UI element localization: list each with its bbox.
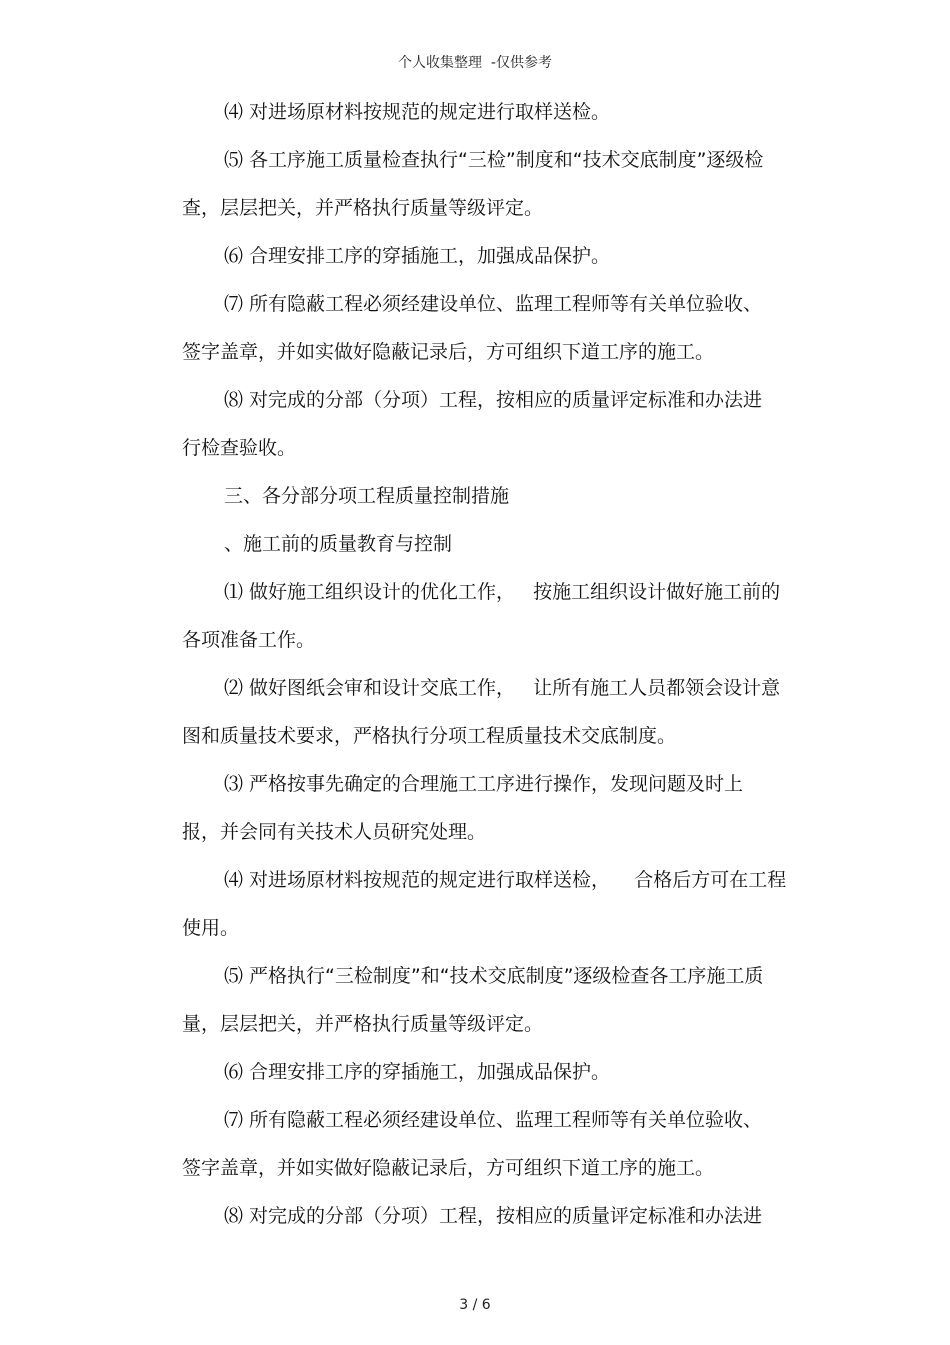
paragraph-line: 报，并会同有关技术人员研究处理。 <box>182 821 487 843</box>
paragraph-line: ⑸ 各工序施工质量检查执行“三检”制度和“技术交底制度”逐级检 <box>224 149 764 171</box>
paragraph-line: 图和质量技术要求，严格执行分项工程质量技术交底制度。 <box>182 725 677 747</box>
paragraph-line: 使用。 <box>182 917 240 939</box>
paragraph-line: 签字盖章，并如实做好隐蔽记录后，方可组织下道工序的施工。 <box>182 341 715 363</box>
paragraph-line: 量，层层把关，并严格执行质量等级评定。 <box>182 1013 544 1035</box>
document-body <box>182 88 872 1240</box>
paragraph-line: ⑸ 严格执行“三检制度”和“技术交底制度”逐级检查各工序施工质 <box>224 965 764 987</box>
paragraph-line: ⑶ 严格按事先确定的合理施工工序进行操作，发现问题及时上 <box>224 773 744 795</box>
page-header: 个人收集整理 -仅供参考 <box>398 55 552 71</box>
subsection-heading: 、施工前的质量教育与控制 <box>224 533 453 555</box>
paragraph-line: 各项准备工作。 <box>182 629 316 651</box>
paragraph-line: ⑺ 所有隐蔽工程必须经建设单位、监理工程师等有关单位验收、 <box>224 1109 763 1131</box>
paragraph-line: 签字盖章，并如实做好隐蔽记录后，方可组织下道工序的施工。 <box>182 1157 715 1179</box>
paragraph-line: ⑹ 合理安排工序的穿插施工，加强成品保护。 <box>224 1061 611 1083</box>
page-number: 3 / 6 <box>459 1297 491 1313</box>
section-heading: 三、各分部分项工程质量控制措施 <box>224 485 510 507</box>
paragraph-line: ⑴ 做好施工组织设计的优化工作， 按施工组织设计做好施工前的 <box>224 581 781 603</box>
paragraph-line: ⑻ 对完成的分部（分项）工程，按相应的质量评定标准和办法进 <box>224 1205 763 1227</box>
paragraph-line: ⑻ 对完成的分部（分项）工程，按相应的质量评定标准和办法进 <box>224 389 763 411</box>
paragraph-line: 行检查验收。 <box>182 437 297 459</box>
paragraph-line: ⑵ 做好图纸会审和设计交底工作， 让所有施工人员都领会设计意 <box>224 677 781 699</box>
paragraph-line: ⑺ 所有隐蔽工程必须经建设单位、监理工程师等有关单位验收、 <box>224 293 763 315</box>
paragraph-line: ⑹ 合理安排工序的穿插施工，加强成品保护。 <box>224 245 611 267</box>
paragraph-line: 查，层层把关，并严格执行质量等级评定。 <box>182 197 544 219</box>
paragraph-line: ⑷ 对进场原材料按规范的规定进行取样送检， 合格后方可在工程 <box>224 869 787 891</box>
paragraph-line: ⑷ 对进场原材料按规范的规定进行取样送检。 <box>224 101 611 123</box>
